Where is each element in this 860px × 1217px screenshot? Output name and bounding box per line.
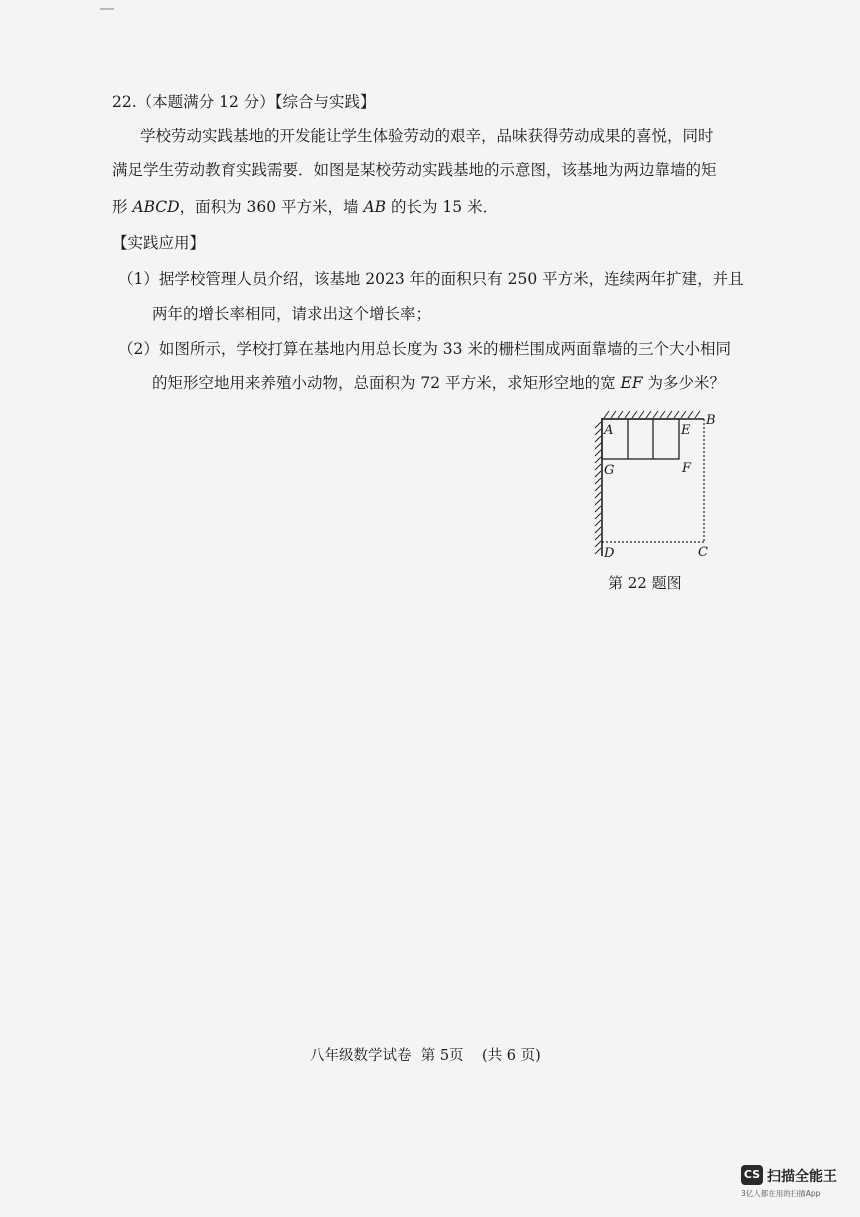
fenced-pens [602,419,679,459]
wall-name: AB [363,198,387,216]
label-e: E [681,423,691,438]
segment-name: EF [620,374,643,392]
figure-caption: 第 22 题图 [608,574,682,592]
section-title: 【实践应用】 [112,234,206,252]
label-c: C [698,545,708,560]
left-wall-hatching [595,418,602,556]
base-diagram [590,408,720,568]
question-header: 22.（本题满分 12 分）【综合与实践】 [112,93,376,111]
part2-text: 的矩形空地用来养殖小动物，总面积为 72 平方米，求矩形空地的宽 [152,374,621,392]
part2-text: 为多少米？ [642,374,726,392]
scanner-watermark [741,1165,851,1201]
scanner-name: 扫描全能王 [767,1169,837,1185]
rect-name: ABCD [132,198,180,216]
part1-line-1: （1）据学校管理人员介绍，该基地 2023 年的面积只有 250 平方米，连续两年扩建，并且 [118,270,744,288]
label-d: D [604,546,615,561]
label-f: F [682,461,692,476]
top-wall-hatching [602,411,704,419]
intro-text: 的长为 15 米． [386,198,499,216]
scan-mark [100,8,114,10]
intro-line-2: 满足学生劳动教育实践需要．如图是某校劳动实践基地的示意图，该基地为两边靠墙的矩 [112,161,717,179]
label-a: A [604,423,614,438]
label-g: G [604,463,615,478]
intro-text: 形 [112,198,133,216]
page-footer: 八年级数学试卷 第 5页 (共 6 页) [310,1048,541,1064]
intro-line-3 [112,196,498,218]
part2-line-2 [152,372,725,394]
part1-line-2: 两年的增长率相同，请求出这个增长率； [152,305,432,323]
intro-line-1: 学校劳动实践基地的开发能让学生体验劳动的艰辛，品味获得劳动成果的喜悦，同时 [140,127,714,145]
part2-line-1: （2）如图所示，学校打算在基地内用总长度为 33 米的栅栏围成两面靠墙的三个大小相同 [118,340,731,358]
scanner-slogan: 3亿人都在用的扫描App [741,1189,821,1198]
scanner-logo: CS [741,1165,763,1185]
label-b: B [706,413,716,428]
intro-text: ，面积为 360 平方米，墙 [179,198,364,216]
